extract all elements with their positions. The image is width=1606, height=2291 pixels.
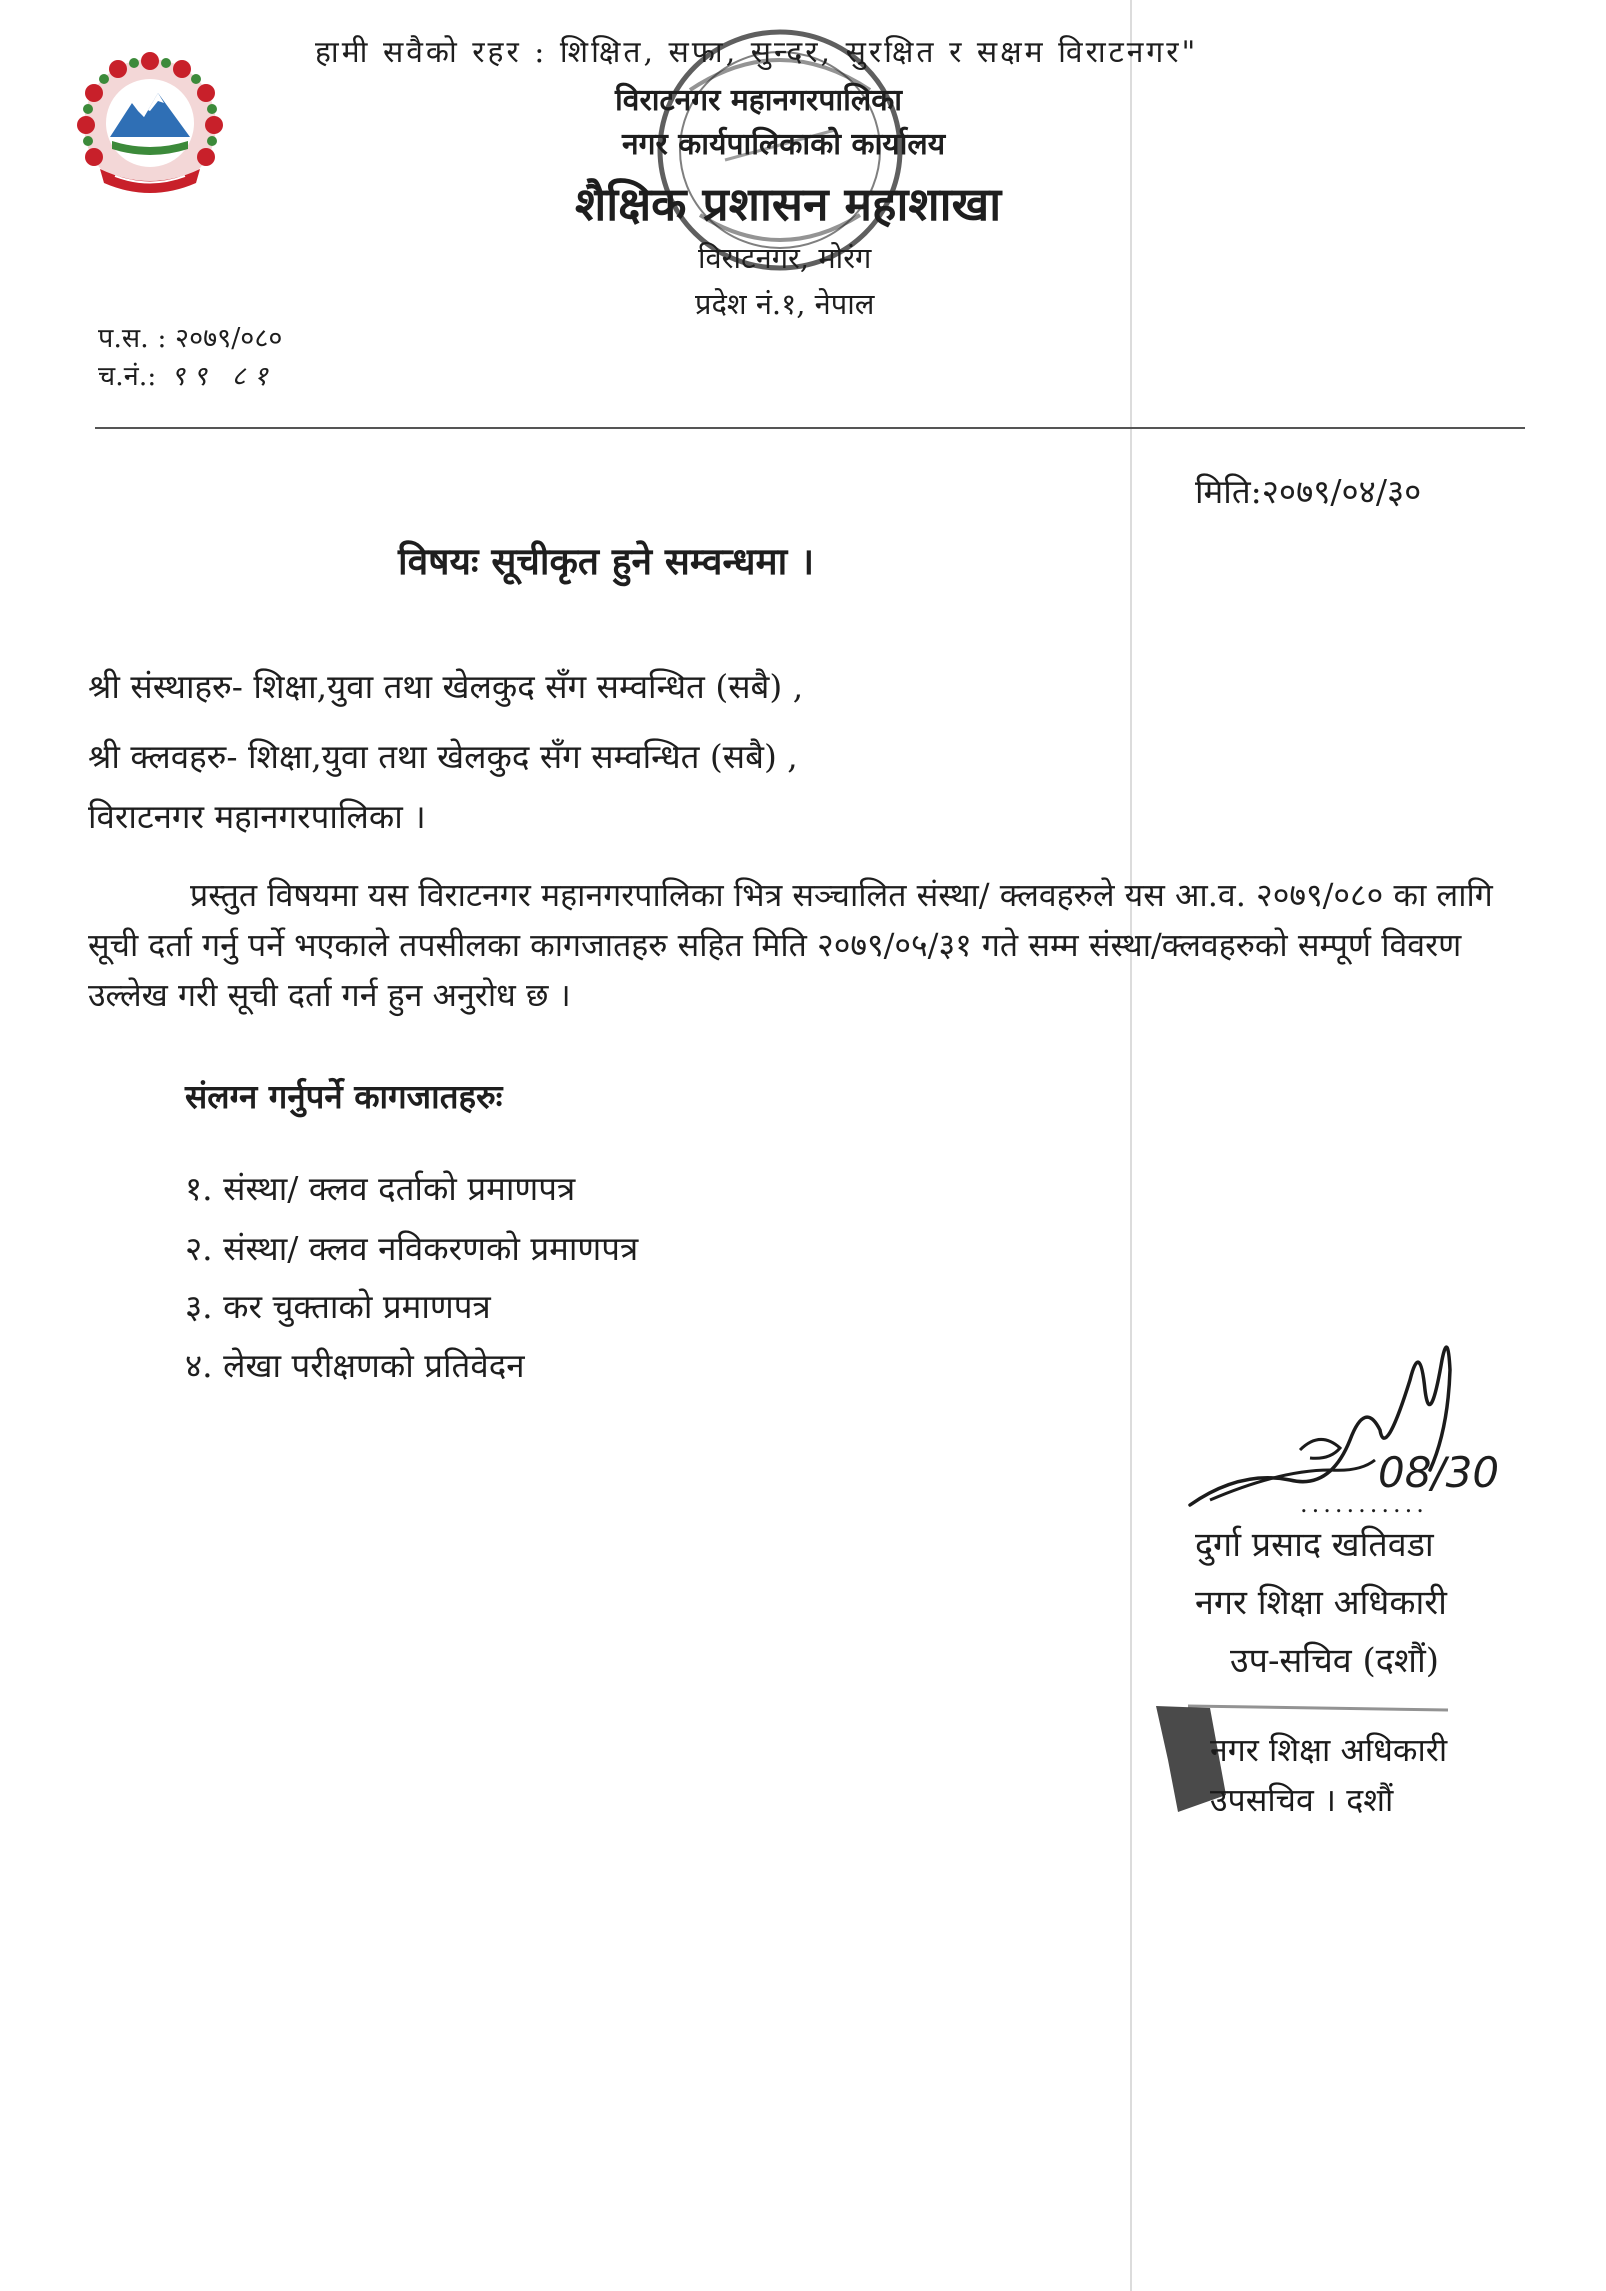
body-text: प्रस्तुत विषयमा यस विराटनगर महानगरपालिका भित्र सञ्चालित संस्था/ क्लवहरुले यस आ.व. २०७९/०८० का लागि सूची दर्ता गर्नु पर्ने भएकाले तपसीलका कागजातहरु सहित मिति २०७९/०५/३१ गते सम्म संस्था/क्लवहरुको सम्पूर्ण विवरण उल्लेख गरी सूची दर्ता गर्न हुन अनुरोध छ ।: [88, 876, 1493, 1014]
addressee-line: श्री संस्थाहरु- शिक्षा,युवा तथा खेलकुद सँग सम्वन्धित (सबै) ,: [88, 667, 804, 706]
signatory-rank: उप-सचिव (दशौं): [1230, 1641, 1440, 1681]
cn-value: ९९ ८१: [171, 361, 276, 392]
cn-label: च.नं.:: [98, 361, 157, 392]
office-location: विराटनगर, मोरंग: [698, 241, 872, 275]
motto-text: हामी सवैको रहर : शिक्षित, सफा, सुन्दर, सुरक्षित र सक्षम विराटनगर": [315, 35, 1199, 70]
attachments-heading: संलग्न गर्नुपर्ने कागजातहरुः: [185, 1077, 503, 1116]
signature-date-note: 08/30: [1378, 1448, 1500, 1497]
attachment-item: १. संस्था/ क्लव दर्ताको प्रमाणपत्र: [185, 1169, 576, 1208]
stamp-line: नगर शिक्षा अधिकारी: [1210, 1731, 1448, 1769]
letter-date: मिति:२०७९/०४/३०: [1195, 472, 1422, 511]
office-name: नगर कार्यपालिकाको कार्यालय: [622, 127, 946, 162]
signature-dotted-line: ...........: [1300, 1490, 1428, 1518]
cn-number: [98, 356, 276, 393]
attachment-item: ४. लेखा परीक्षणको प्रतिवेदन: [185, 1346, 525, 1385]
nepal-emblem-icon: [70, 45, 230, 205]
page-fold-line: [1130, 0, 1132, 2291]
municipality-name: विराटनगर महानगरपालिका: [615, 83, 903, 118]
attachment-item: ३. कर चुक्ताको प्रमाणपत्र: [185, 1287, 491, 1326]
division-title: शैक्षिक प्रशासन महाशाखा: [575, 177, 1002, 231]
province-line: प्रदेश नं.१, नेपाल: [695, 287, 875, 321]
ps-value: : २०७९/०८०: [157, 323, 283, 354]
header-divider: [95, 427, 1525, 429]
stamp-line: उपसचिव । दशौं: [1210, 1781, 1394, 1819]
addressee-line: विराटनगर महानगरपालिका ।: [88, 797, 426, 836]
signatory-name: दुर्गा प्रसाद खतिवडा: [1195, 1525, 1434, 1565]
ps-number: [98, 318, 282, 355]
signatory-designation: नगर शिक्षा अधिकारी: [1195, 1583, 1447, 1623]
body-paragraph: [88, 870, 1508, 1020]
addressee-line: श्री क्लवहरु- शिक्षा,युवा तथा खेलकुद सँग सम्वन्धित (सबै) ,: [88, 737, 798, 776]
letter-subject: विषयः सूचीकृत हुने सम्वन्धमा ।: [398, 539, 815, 583]
ps-label: प.स.: [98, 323, 149, 354]
attachment-item: २. संस्था/ क्लव नविकरणको प्रमाणपत्र: [185, 1229, 639, 1268]
